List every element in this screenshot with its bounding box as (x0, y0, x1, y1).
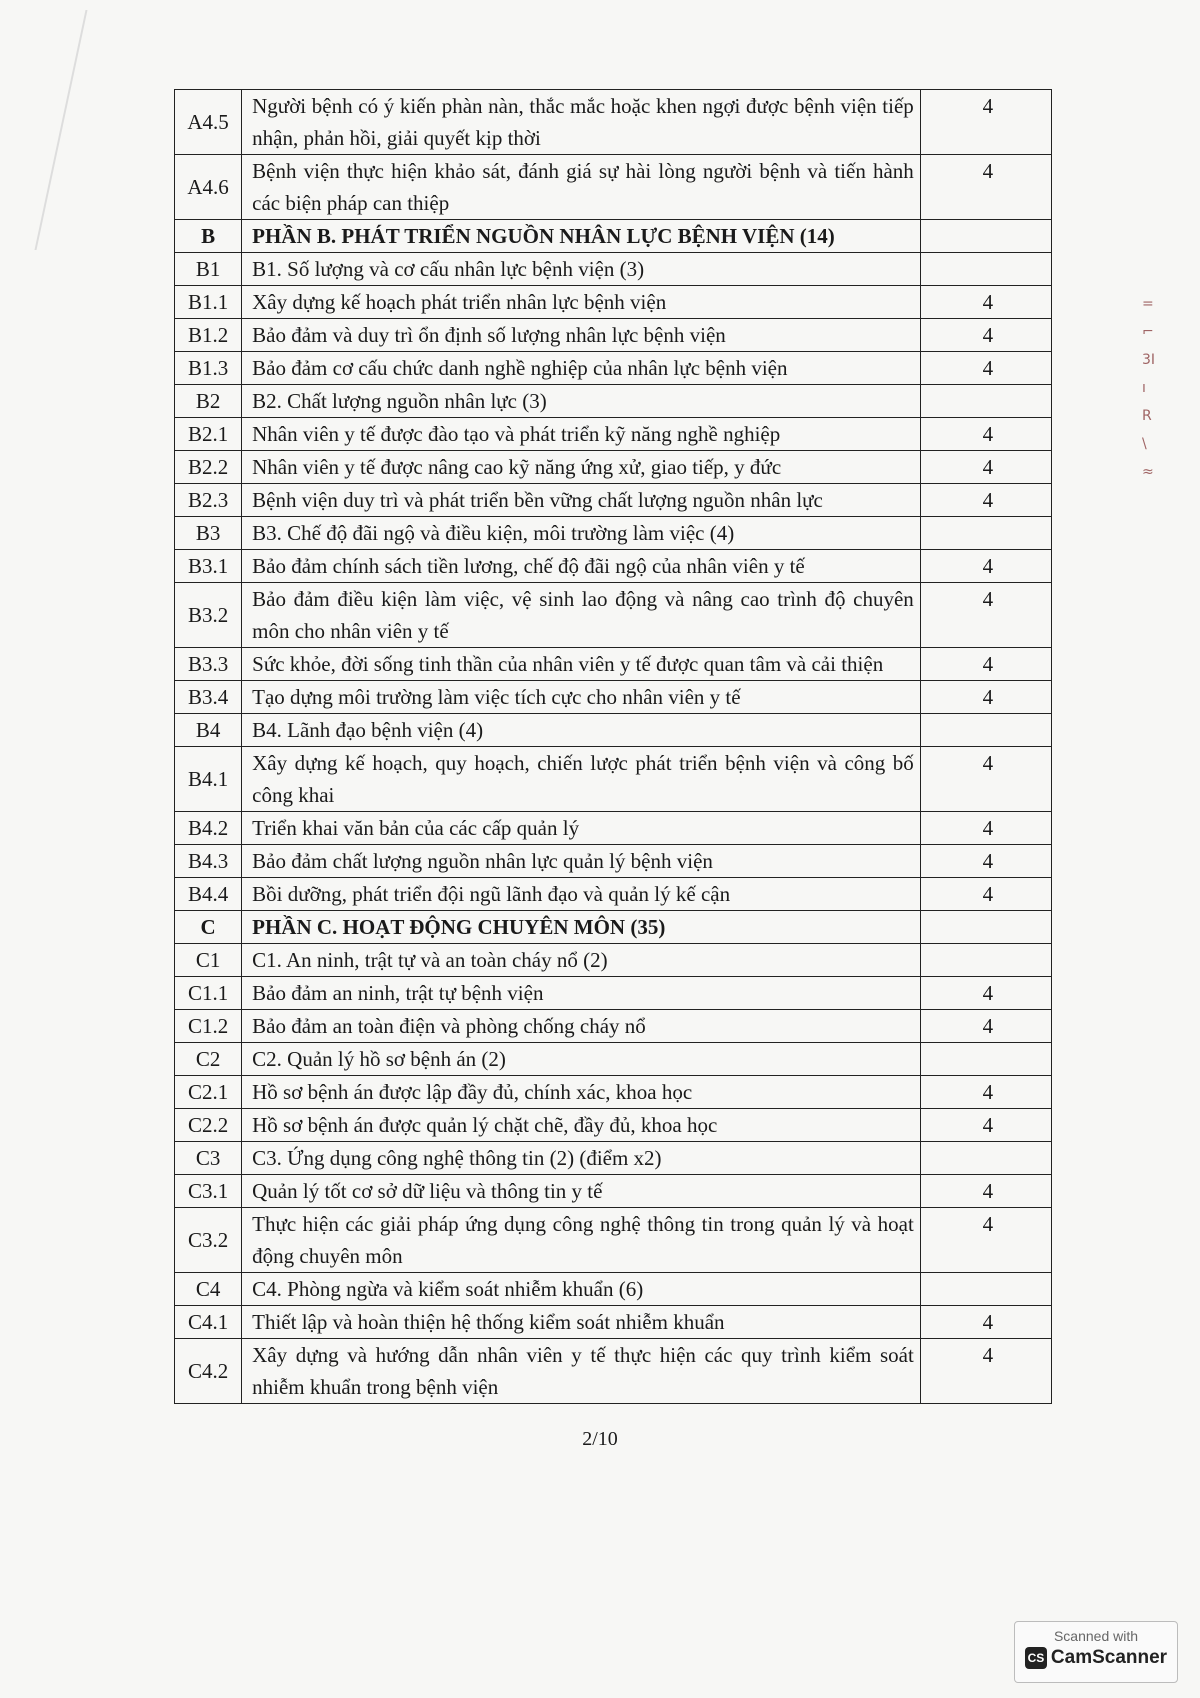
row-code: B2.1 (175, 418, 242, 451)
row-score: 4 (920, 878, 1051, 911)
row-description: Bảo đảm chính sách tiền lương, chế độ đãi ngộ của nhân viên y tế (242, 550, 921, 583)
row-score: 4 (920, 583, 1051, 648)
row-score: 4 (920, 1339, 1051, 1404)
row-code: B4.2 (175, 812, 242, 845)
criteria-table-container (174, 89, 1052, 1404)
table-row (175, 1208, 1052, 1273)
table-row (175, 944, 1052, 977)
table-row (175, 845, 1052, 878)
section-row (175, 220, 1052, 253)
row-description: Bảo đảm an toàn điện và phòng chống cháy nổ (242, 1010, 921, 1043)
row-description: Nhân viên y tế được nâng cao kỹ năng ứng xử, giao tiếp, y đức (242, 451, 921, 484)
row-description: Xây dựng kế hoạch, quy hoạch, chiến lược phát triển bệnh viện và công bố công khai (242, 747, 921, 812)
row-code: C (175, 911, 242, 944)
row-code: B4 (175, 714, 242, 747)
row-code: B2 (175, 385, 242, 418)
table-row (175, 90, 1052, 155)
row-description: Bệnh viện duy trì và phát triển bền vững chất lượng nguồn nhân lực (242, 484, 921, 517)
scan-edge-mark (34, 10, 177, 250)
row-description: Thực hiện các giải pháp ứng dụng công nghệ thông tin trong quản lý và hoạt động chuyên môn (242, 1208, 921, 1273)
row-score: 4 (920, 845, 1051, 878)
row-code: B3 (175, 517, 242, 550)
row-code: B4.1 (175, 747, 242, 812)
row-code: B2.3 (175, 484, 242, 517)
table-row (175, 418, 1052, 451)
table-row (175, 1109, 1052, 1142)
table-row (175, 714, 1052, 747)
table-row (175, 1076, 1052, 1109)
row-score: 4 (920, 286, 1051, 319)
row-code: B1.3 (175, 352, 242, 385)
table-row (175, 253, 1052, 286)
table-row (175, 1010, 1052, 1043)
row-score: 4 (920, 352, 1051, 385)
row-code: A4.6 (175, 155, 242, 220)
row-score (920, 517, 1051, 550)
row-description: Quản lý tốt cơ sở dữ liệu và thông tin y tế (242, 1175, 921, 1208)
row-score (920, 1043, 1051, 1076)
row-code: C4.1 (175, 1306, 242, 1339)
page-number: 2/10 (582, 1428, 618, 1450)
row-description: Bảo đảm chất lượng nguồn nhân lực quản lý bệnh viện (242, 845, 921, 878)
row-score: 4 (920, 90, 1051, 155)
row-code: C3.1 (175, 1175, 242, 1208)
row-code: B3.3 (175, 648, 242, 681)
row-code: B2.2 (175, 451, 242, 484)
row-code: B1.1 (175, 286, 242, 319)
table-row (175, 484, 1052, 517)
row-code: C2.2 (175, 1109, 242, 1142)
row-score (920, 253, 1051, 286)
table-row (175, 1142, 1052, 1175)
row-score: 4 (920, 451, 1051, 484)
table-row (175, 1175, 1052, 1208)
table-row (175, 747, 1052, 812)
margin-mark: = (1142, 296, 1154, 312)
row-score: 4 (920, 747, 1051, 812)
camscanner-logo-icon: CS (1025, 1647, 1047, 1669)
row-score (920, 1142, 1051, 1175)
section-row (175, 911, 1052, 944)
row-code: C2.1 (175, 1076, 242, 1109)
table-row (175, 977, 1052, 1010)
row-score: 4 (920, 418, 1051, 451)
row-description: C1. An ninh, trật tự và an toàn cháy nổ (2) (242, 944, 921, 977)
row-code: C1 (175, 944, 242, 977)
criteria-table-body (175, 90, 1052, 1404)
row-description: Nhân viên y tế được đào tạo và phát triển kỹ năng nghề nghiệp (242, 418, 921, 451)
row-description: Bồi dưỡng, phát triển đội ngũ lãnh đạo và quản lý kế cận (242, 878, 921, 911)
margin-mark: R (1142, 408, 1152, 424)
row-score: 4 (920, 484, 1051, 517)
row-code: B3.4 (175, 681, 242, 714)
camscanner-badge (1014, 1621, 1178, 1683)
row-code: C1.2 (175, 1010, 242, 1043)
row-code: B1 (175, 253, 242, 286)
margin-mark: \ (1142, 436, 1147, 452)
table-row (175, 583, 1052, 648)
row-score: 4 (920, 1306, 1051, 1339)
row-score: 4 (920, 550, 1051, 583)
row-description: Bảo đảm và duy trì ổn định số lượng nhân lực bệnh viện (242, 319, 921, 352)
margin-mark: 3I (1142, 352, 1156, 368)
row-description: B3. Chế độ đãi ngộ và điều kiện, môi trường làm việc (4) (242, 517, 921, 550)
table-row (175, 1339, 1052, 1404)
table-row (175, 1306, 1052, 1339)
row-code: C2 (175, 1043, 242, 1076)
row-score (920, 385, 1051, 418)
row-description: PHẦN B. PHÁT TRIỂN NGUỒN NHÂN LỰC BỆNH VIỆN (14) (242, 220, 921, 253)
row-description: Bảo đảm cơ cấu chức danh nghề nghiệp của nhân lực bệnh viện (242, 352, 921, 385)
row-score (920, 1273, 1051, 1306)
row-code: A4.5 (175, 90, 242, 155)
table-row (175, 155, 1052, 220)
row-description: Sức khỏe, đời sống tinh thần của nhân viên y tế được quan tâm và cải thiện (242, 648, 921, 681)
row-description: PHẦN C. HOẠT ĐỘNG CHUYÊN MÔN (35) (242, 911, 921, 944)
table-row (175, 550, 1052, 583)
row-description: Thiết lập và hoàn thiện hệ thống kiểm soát nhiễm khuẩn (242, 1306, 921, 1339)
row-score: 4 (920, 1208, 1051, 1273)
row-description: B2. Chất lượng nguồn nhân lực (3) (242, 385, 921, 418)
row-description: Xây dựng kế hoạch phát triển nhân lực bệnh viện (242, 286, 921, 319)
row-score: 4 (920, 681, 1051, 714)
criteria-table (174, 89, 1052, 1404)
table-row (175, 1273, 1052, 1306)
row-code: B4.3 (175, 845, 242, 878)
row-description: B1. Số lượng và cơ cấu nhân lực bệnh viện (3) (242, 253, 921, 286)
row-score: 4 (920, 319, 1051, 352)
row-description: Tạo dựng môi trường làm việc tích cực cho nhân viên y tế (242, 681, 921, 714)
row-score (920, 220, 1051, 253)
row-score: 4 (920, 1109, 1051, 1142)
row-score (920, 911, 1051, 944)
row-code: C1.1 (175, 977, 242, 1010)
row-score (920, 714, 1051, 747)
row-description: Triển khai văn bản của các cấp quản lý (242, 812, 921, 845)
table-row (175, 681, 1052, 714)
margin-marks (1142, 290, 1166, 486)
camscanner-brand (1015, 1647, 1177, 1669)
row-description: Xây dựng và hướng dẫn nhân viên y tế thực hiện các quy trình kiểm soát nhiễm khuẩn trong bệnh viện (242, 1339, 921, 1404)
row-score: 4 (920, 977, 1051, 1010)
row-score: 4 (920, 155, 1051, 220)
table-row (175, 1043, 1052, 1076)
margin-mark: ⌐ (1142, 324, 1154, 340)
row-description: Hồ sơ bệnh án được lập đầy đủ, chính xác, khoa học (242, 1076, 921, 1109)
row-code: C4.2 (175, 1339, 242, 1404)
camscanner-name: CamScanner (1050, 1647, 1168, 1668)
row-code: B (175, 220, 242, 253)
table-row (175, 319, 1052, 352)
margin-mark: ı (1142, 380, 1146, 396)
table-row (175, 517, 1052, 550)
row-description: Người bệnh có ý kiến phàn nàn, thắc mắc hoặc khen ngợi được bệnh viện tiếp nhận, phản hồi, giải quyết kịp thời (242, 90, 921, 155)
row-score: 4 (920, 1010, 1051, 1043)
table-row (175, 385, 1052, 418)
row-code: B3.1 (175, 550, 242, 583)
row-score: 4 (920, 812, 1051, 845)
row-code: C3 (175, 1142, 242, 1175)
table-row (175, 451, 1052, 484)
table-row (175, 878, 1052, 911)
row-description: Hồ sơ bệnh án được quản lý chặt chẽ, đầy đủ, khoa học (242, 1109, 921, 1142)
row-description: C4. Phòng ngừa và kiểm soát nhiễm khuẩn (6) (242, 1273, 921, 1306)
table-row (175, 286, 1052, 319)
row-description: Bảo đảm an ninh, trật tự bệnh viện (242, 977, 921, 1010)
row-score: 4 (920, 648, 1051, 681)
row-score: 4 (920, 1175, 1051, 1208)
row-description: C3. Ứng dụng công nghệ thông tin (2) (điểm x2) (242, 1142, 921, 1175)
row-code: B1.2 (175, 319, 242, 352)
row-description: C2. Quản lý hồ sơ bệnh án (2) (242, 1043, 921, 1076)
margin-mark: ≈ (1142, 464, 1154, 480)
row-code: B4.4 (175, 878, 242, 911)
table-row (175, 352, 1052, 385)
row-score (920, 944, 1051, 977)
table-row (175, 648, 1052, 681)
row-description: B4. Lãnh đạo bệnh viện (4) (242, 714, 921, 747)
row-code: C4 (175, 1273, 242, 1306)
table-row (175, 812, 1052, 845)
row-code: B3.2 (175, 583, 242, 648)
row-code: C3.2 (175, 1208, 242, 1273)
row-description: Bảo đảm điều kiện làm việc, vệ sinh lao động và nâng cao trình độ chuyên môn cho nhân viên y tế (242, 583, 921, 648)
scanned-with-label: Scanned with (1053, 1628, 1139, 1644)
row-description: Bệnh viện thực hiện khảo sát, đánh giá sự hài lòng người bệnh và tiến hành các biện pháp can thiệp (242, 155, 921, 220)
row-score: 4 (920, 1076, 1051, 1109)
